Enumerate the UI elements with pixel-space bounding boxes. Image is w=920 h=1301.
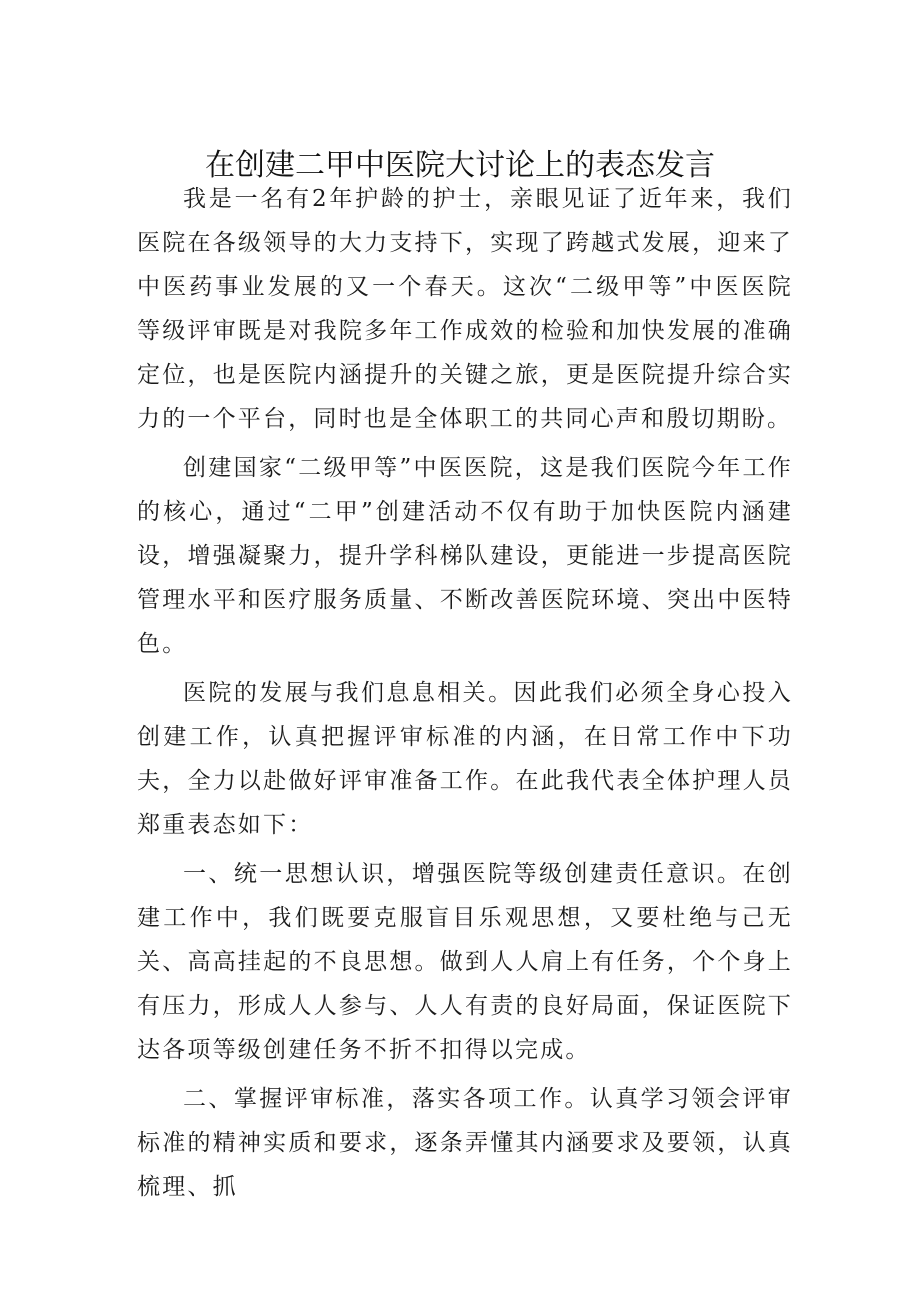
paragraph-3: 医院的发展与我们息息相关。因此我们必须全身心投入创建工作，认真把握评审标准的内涵，在日常工作中下功夫，全力以赴做好评审准备工作。在此我代表全体护理人员郑重表态如下： — [137, 680, 793, 838]
paragraph-2: 创建国家“二级甲等”中医医院，这是我们医院今年工作的核心，通过“二甲”创建活动不仅有助于加快医院内涵建设，增强凝聚力，提升学科梯队建设，更能进一步提高医院管理水平和医疗服务质量、不断改善医院环境、突出中医特色。 — [137, 455, 793, 657]
paragraph-4: 一、统一思想认识，增强医院等级创建责任意识。在创建工作中，我们既要克服盲目乐观思想，又要杜绝与己无关、高高挂起的不良思想。做到人人肩上有任务，个个身上有压力，形成人人参与、人人有责的良好局面，保证医院下达各项等级创建任务不折不扣得以完成。 — [137, 861, 793, 1063]
document-title: 在创建二甲中医院大讨论上的表态发言 — [205, 148, 715, 184]
document-body — [137, 177, 793, 1209]
paragraph-5: 二、掌握评审标准，落实各项工作。认真学习领会评审标准的精神实质和要求，逐条弄懂其内涵要求及要领，认真梳理、抓 — [137, 1086, 793, 1200]
paragraph-1: 我是一名有2年护龄的护士，亲眼见证了近年来，我们医院在各级领导的大力支持下，实现了跨越式发展，迎来了中医药事业发展的又一个春天。这次“二级甲等”中医医院等级评审既是对我院多年工作成效的检验和加快发展的准确定位，也是医院内涵提升的关键之旅，更是医院提升综合实力的一个平台，同时也是全体职工的共同心声和殷切期盼。 — [137, 186, 793, 432]
